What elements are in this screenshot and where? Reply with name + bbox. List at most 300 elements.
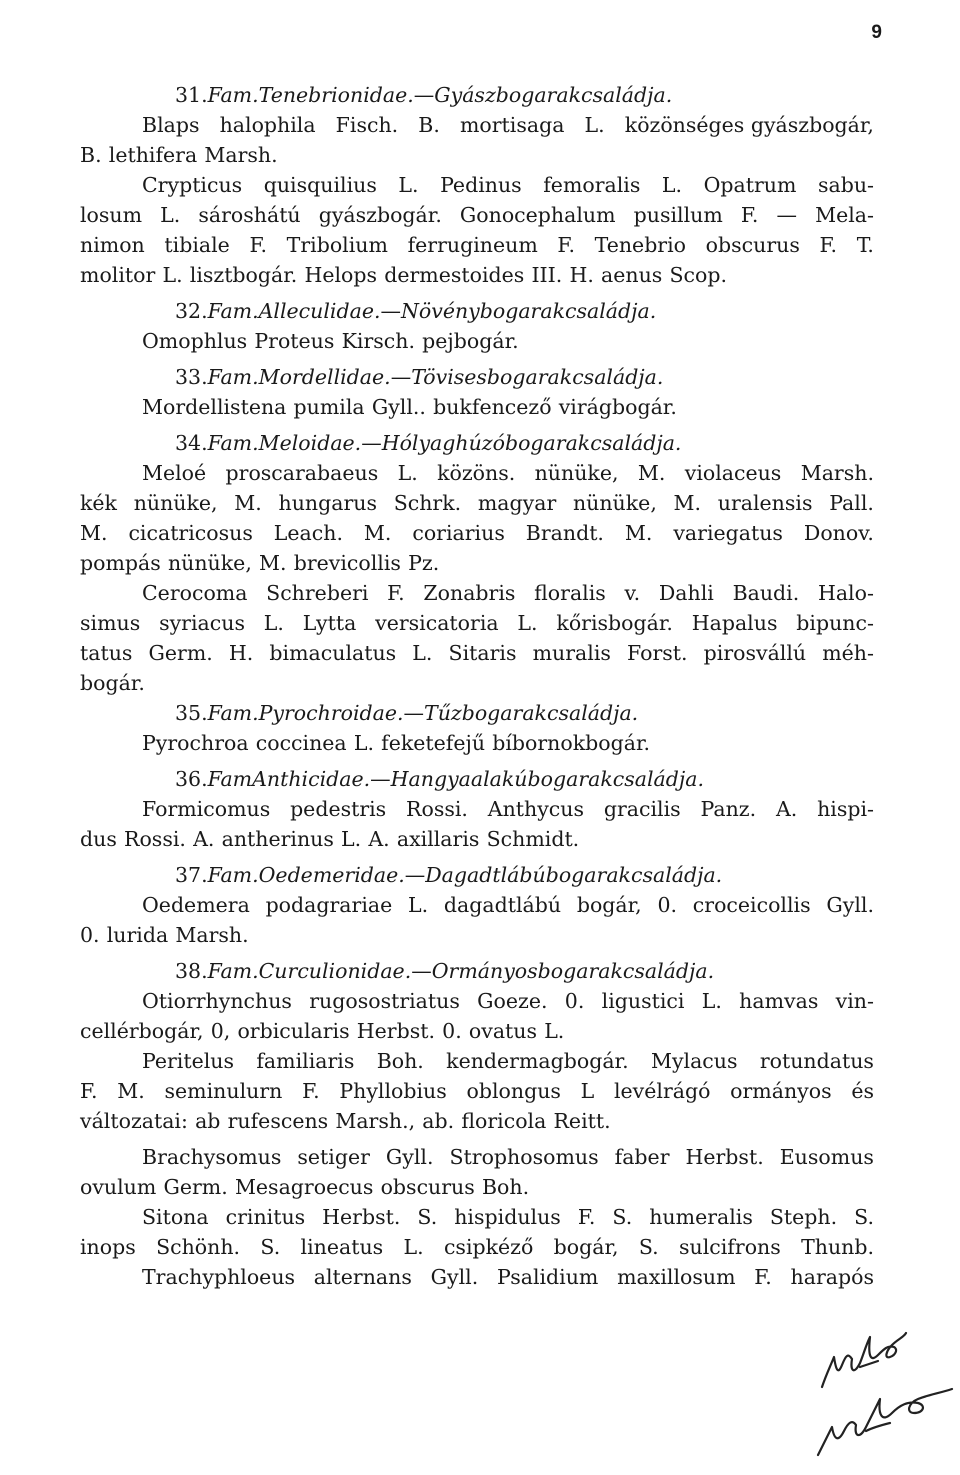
word: dermestoides: [384, 263, 525, 287]
text-line: [80, 1142, 874, 1172]
word: Gyll.: [430, 1265, 479, 1289]
word: F.: [819, 233, 838, 257]
text-line: [80, 260, 874, 290]
word: Mesagroecus: [234, 1175, 374, 1199]
word: Donov.: [803, 521, 874, 545]
word: Formicomus: [142, 797, 271, 821]
word: oblongus: [466, 1079, 561, 1103]
word: Steph.: [769, 1205, 838, 1229]
italic-word: családja.: [546, 701, 639, 725]
word: Zonabris: [423, 581, 516, 605]
italic-word: Mordellidae.: [258, 365, 391, 389]
family-heading-line: [80, 698, 874, 728]
text-line: [80, 548, 874, 578]
word: Psalidium: [496, 1265, 599, 1289]
word: 0.: [657, 893, 678, 917]
italic-word: családja.: [581, 83, 673, 107]
italic-word: Tenebrionidae.: [258, 83, 414, 107]
word: Meloé: [142, 461, 207, 485]
word: L.: [398, 173, 419, 197]
word: L.: [403, 1235, 424, 1259]
word: H.: [569, 263, 594, 287]
word: Boh.: [481, 1175, 530, 1199]
italic-word: Anthicidae.: [252, 767, 371, 791]
word: —: [404, 863, 426, 887]
word: kendermagbogár.: [446, 1049, 629, 1073]
italic-word: Növénybogarak: [400, 299, 565, 323]
word: Tenebrio: [594, 233, 687, 257]
word: pumila: [293, 395, 365, 419]
word: lineatus: [300, 1235, 384, 1259]
italic-word: Hangyaalakúbogarak: [390, 767, 613, 791]
word: faber: [614, 1145, 670, 1169]
word: Pedinus: [440, 173, 522, 197]
family-heading-line: [80, 428, 874, 458]
word: Rossi.: [406, 797, 468, 821]
text-line: [80, 392, 874, 422]
word: Rossi.: [124, 827, 186, 851]
text-line: [80, 1262, 874, 1292]
word: T.: [856, 233, 874, 257]
word: H.: [228, 641, 254, 665]
word: Herbst.: [322, 1205, 401, 1229]
word: Halo-: [817, 581, 874, 605]
word: Schreberi: [266, 581, 369, 605]
word: gracilis: [603, 797, 681, 821]
word: F.: [577, 1205, 596, 1229]
word: nünüke,: [133, 491, 218, 515]
word: F.: [80, 1079, 98, 1103]
word: Fisch.: [335, 113, 399, 137]
word: cicatricosus: [128, 521, 253, 545]
text-line: [80, 668, 874, 698]
italic-word: családja.: [612, 767, 704, 791]
word: B.: [80, 143, 102, 167]
word: virágbogár.: [558, 395, 677, 419]
family-heading-line: [80, 362, 874, 392]
word: L.: [517, 611, 538, 635]
word: Pall.: [829, 491, 874, 515]
word: —: [390, 365, 412, 389]
word: aenus: [601, 263, 663, 287]
word: M.: [363, 521, 392, 545]
word: Germ.: [148, 641, 213, 665]
word: B.: [418, 113, 440, 137]
word: 34.: [175, 431, 208, 455]
word: F.: [557, 233, 575, 257]
word: crinitus: [225, 1205, 306, 1229]
italic-word: Alleculidae.: [258, 299, 381, 323]
italic-word: Tövisesbogarak: [411, 365, 573, 389]
word: simus: [80, 611, 141, 635]
word: M.: [234, 491, 262, 515]
word: bimaculatus: [269, 641, 397, 665]
word: hungarus: [278, 491, 377, 515]
word: Trachyphloeus: [142, 1265, 296, 1289]
word: tibiale: [164, 233, 230, 257]
word: Phyllobius: [339, 1079, 447, 1103]
text-line: [80, 794, 874, 824]
text-line: [80, 608, 874, 638]
word: F.: [387, 581, 405, 605]
family-heading-line: [80, 296, 874, 326]
word: F.: [740, 203, 759, 227]
word: Panz.: [700, 797, 757, 821]
word: halophila: [219, 113, 316, 137]
text-line: [80, 458, 874, 488]
word: coccinea: [255, 731, 347, 755]
text-line: [80, 326, 874, 356]
word: hispidulus: [454, 1205, 561, 1229]
text-line: [80, 1232, 874, 1262]
word: F.: [754, 1265, 772, 1289]
word: L.: [584, 113, 605, 137]
word: Scop.: [669, 263, 727, 287]
word: nünüke,: [572, 491, 657, 515]
word: humeralis: [649, 1205, 753, 1229]
word: kőrisbogár.: [556, 611, 673, 635]
text-line: [80, 824, 874, 854]
word: Eusomus: [779, 1145, 874, 1169]
word: feketefejű: [381, 731, 486, 755]
word: axillaris: [396, 827, 480, 851]
word: ab.: [422, 1109, 455, 1133]
word: változatai:: [80, 1109, 188, 1133]
word: Peritelus: [142, 1049, 235, 1073]
word: nünüke,: [534, 461, 619, 485]
word: Marsh.: [175, 923, 249, 947]
word: lisztbogár.: [189, 263, 298, 287]
text-line: [80, 1202, 874, 1232]
word: dagadtlábú: [443, 893, 562, 917]
family-heading-line: [80, 860, 874, 890]
word: A.: [775, 797, 798, 821]
word: Anthycus: [487, 797, 584, 821]
word: Gyll.: [826, 893, 874, 917]
text-line: [80, 890, 874, 920]
word: —: [370, 767, 391, 791]
word: lurida: [106, 923, 169, 947]
word: magyar: [477, 491, 557, 515]
word: brevicollis: [293, 551, 401, 575]
word: gyászbogár.: [318, 203, 442, 227]
word: rufescens: [227, 1109, 329, 1133]
italic-word: családja.: [622, 959, 715, 983]
word: Gyll.: [385, 1145, 434, 1169]
word: 35.: [175, 701, 208, 725]
word: közöns.: [437, 461, 516, 485]
word: —: [411, 959, 432, 983]
word: —: [776, 203, 798, 227]
word: obscurus: [705, 233, 800, 257]
word: sulcifrons: [678, 1235, 781, 1259]
word: 0,: [210, 1019, 231, 1043]
word: Proteus: [254, 329, 335, 353]
text-line: [80, 1016, 874, 1046]
word: Baudi.: [732, 581, 800, 605]
word: Leach.: [273, 521, 343, 545]
word: pompás: [80, 551, 161, 575]
text-line: [80, 578, 874, 608]
word: Otiorrhynchus: [142, 989, 292, 1013]
italic-word: családja.: [630, 863, 723, 887]
word: variegatus: [673, 521, 783, 545]
word: dus: [80, 827, 117, 851]
word: Brachysomus: [142, 1145, 282, 1169]
word: III.: [531, 263, 563, 287]
text-line: [80, 1076, 874, 1106]
word: Herbst.: [685, 1145, 764, 1169]
word: Mordellistena: [142, 395, 287, 419]
word: Helops: [304, 263, 378, 287]
word: 36.: [175, 767, 208, 791]
word: femoralis: [543, 173, 641, 197]
word: Sitona: [142, 1205, 209, 1229]
word: M.: [117, 1079, 145, 1103]
word: Hapalus: [691, 611, 778, 635]
word: L.: [397, 461, 418, 485]
word: L.: [544, 1019, 565, 1043]
word: L.: [701, 989, 722, 1013]
italic-word: Pyrochroidae.: [258, 701, 404, 725]
word: molitor: [80, 263, 156, 287]
page-number: 9: [871, 22, 882, 43]
word: 33.: [175, 365, 208, 389]
word: mortisaga: [459, 113, 565, 137]
word: obscurus: [380, 1175, 475, 1199]
text-line: [80, 1046, 874, 1076]
word: Gyll..: [371, 395, 426, 419]
italic-word: Fam.: [207, 863, 259, 887]
text-line: [80, 638, 874, 668]
word: bogár,: [576, 893, 642, 917]
word: Cerocoma: [142, 581, 248, 605]
word: Marsh.: [800, 461, 874, 485]
word: Boh.: [376, 1049, 424, 1073]
word: lethifera: [108, 143, 198, 167]
word: floricola: [461, 1109, 547, 1133]
word: ferrugineum: [407, 233, 538, 257]
word: sabu-: [817, 173, 874, 197]
word: F.: [302, 1079, 320, 1103]
text-line: [80, 488, 874, 518]
word: rugosostriatus: [309, 989, 460, 1013]
word: 0.: [80, 923, 100, 947]
word: S.: [612, 1205, 633, 1229]
italic-word: Hólyaghúzóbogarak: [381, 431, 591, 455]
word: ovatus: [468, 1019, 538, 1043]
word: hispi-: [817, 797, 874, 821]
word: Tribolium: [286, 233, 388, 257]
word: Strophosomus: [449, 1145, 599, 1169]
word: S.: [854, 1205, 874, 1229]
word: L: [580, 1079, 595, 1103]
word: Blaps: [142, 113, 200, 137]
text-line: [80, 986, 874, 1016]
word: alternans: [313, 1265, 412, 1289]
word: 31.: [175, 83, 208, 107]
word: 0.: [442, 1019, 462, 1043]
word: pejbogár.: [422, 329, 519, 353]
word: maxillosum: [617, 1265, 736, 1289]
family-heading-line: [80, 80, 874, 110]
word: antherinus: [221, 827, 334, 851]
italic-word: Gyászbogarak: [434, 83, 582, 107]
word: Mylacus: [650, 1049, 738, 1073]
italic-word: Meloidae.: [258, 431, 362, 455]
family-heading-line: [80, 764, 874, 794]
italic-word: Tűzbogarak: [424, 701, 547, 725]
word: Dahli: [658, 581, 714, 605]
word: Marsh.: [204, 143, 278, 167]
word: Herbst.: [356, 1019, 435, 1043]
word: Schrk.: [393, 491, 462, 515]
word: M.: [80, 521, 108, 545]
word: L.: [341, 827, 362, 851]
word: Forst.: [627, 641, 688, 665]
word: Kirsch.: [341, 329, 415, 353]
word: 38.: [175, 959, 208, 983]
word: L.: [408, 893, 429, 917]
word: Pz.: [408, 551, 440, 575]
word: Schönh.: [156, 1235, 241, 1259]
document-body: [80, 80, 874, 1292]
text-line: [80, 140, 874, 170]
word: hamvas: [739, 989, 819, 1013]
word: Omophlus: [142, 329, 248, 353]
italic-word: családja.: [572, 365, 664, 389]
word: coriarius: [412, 521, 505, 545]
word: harapós: [790, 1265, 874, 1289]
text-line: [80, 1106, 874, 1136]
word: M.: [259, 551, 287, 575]
word: A.: [193, 827, 215, 851]
word: bíbornokbogár.: [492, 731, 651, 755]
word: Lytta: [302, 611, 357, 635]
word: orbicularis: [237, 1019, 350, 1043]
word: —: [403, 701, 425, 725]
word: vin-: [835, 989, 874, 1013]
word: —: [413, 83, 435, 107]
text-line: [80, 920, 874, 950]
word: ormányos: [730, 1079, 832, 1103]
word: M.: [673, 491, 702, 515]
word: Mela-: [815, 203, 874, 227]
word: L.: [160, 203, 181, 227]
word: 32.: [175, 299, 208, 323]
word: Marsh.,: [335, 1109, 416, 1133]
word: podagrariae: [265, 893, 393, 917]
word: uralensis: [717, 491, 813, 515]
word: A.: [368, 827, 390, 851]
word: familiaris: [256, 1049, 355, 1073]
word: ligustici: [601, 989, 685, 1013]
word: Brandt.: [525, 521, 604, 545]
word: rotundatus: [759, 1049, 874, 1073]
text-line: [80, 1172, 874, 1202]
word: v.: [624, 581, 641, 605]
word: pedestris: [290, 797, 387, 821]
text-line: [80, 728, 874, 758]
word: syriacus: [159, 611, 245, 635]
word: bipunc-: [796, 611, 874, 635]
italic-word: családja.: [565, 299, 657, 323]
word: muralis: [532, 641, 611, 665]
word: Thunb.: [801, 1235, 874, 1259]
word: Germ.: [163, 1175, 228, 1199]
word: L.: [353, 731, 374, 755]
word: floralis: [534, 581, 606, 605]
italic-word: Fam.: [207, 365, 259, 389]
word: és: [851, 1079, 874, 1103]
word: L.: [263, 611, 284, 635]
word: cellérbogár,: [80, 1019, 204, 1043]
word: Sitaris: [448, 641, 517, 665]
word: Schmidt.: [486, 827, 580, 851]
word: quisquilius: [263, 173, 377, 197]
word: M.: [637, 461, 666, 485]
italic-word: Fam.: [207, 83, 259, 107]
word: Goeze.: [477, 989, 548, 1013]
word: pusillum: [633, 203, 723, 227]
word: Gonocephalum: [459, 203, 616, 227]
word: sároshátú: [198, 203, 301, 227]
italic-word: Oedemeridae.: [258, 863, 405, 887]
italic-word: Fam.: [207, 431, 259, 455]
italic-word: Fam.: [207, 299, 259, 323]
word: inops: [80, 1235, 136, 1259]
word: csipkéző: [443, 1235, 534, 1259]
word: versicatoria: [375, 611, 499, 635]
word: Pyrochroa: [142, 731, 249, 755]
word: nünüke,: [167, 551, 252, 575]
word: 0.: [564, 989, 585, 1013]
word: bogár.: [80, 671, 145, 695]
word: Opatrum: [703, 173, 797, 197]
italic-word: Fam.: [207, 959, 259, 983]
word: S.: [260, 1235, 281, 1259]
word: tatus: [80, 641, 133, 665]
text-line: [80, 200, 874, 230]
text-line: [80, 518, 874, 548]
word: L.: [661, 173, 683, 197]
word: bogár,: [553, 1235, 619, 1259]
word: F.: [249, 233, 268, 257]
word: setiger: [297, 1145, 370, 1169]
word: L.: [162, 263, 183, 287]
word: ab: [195, 1109, 221, 1133]
italic-word: Dagadtlábúbogarak: [425, 863, 631, 887]
text-line: [80, 230, 874, 260]
word: kék: [80, 491, 117, 515]
word: pirosvállú: [703, 641, 807, 665]
word: levélrágó: [613, 1079, 711, 1103]
word: nimon: [80, 233, 145, 257]
italic-word: Fam.: [207, 701, 259, 725]
word: S.: [638, 1235, 659, 1259]
word: Oedemera: [142, 893, 250, 917]
word: —: [361, 431, 382, 455]
family-heading-line: [80, 956, 874, 986]
word: közönséges gyászbogár,: [624, 113, 874, 137]
italic-word: Curculionidae.: [258, 959, 412, 983]
word: proscarabaeus: [225, 461, 379, 485]
handwritten-signature: [800, 1315, 960, 1465]
word: M.: [624, 521, 653, 545]
word: losum: [80, 203, 143, 227]
word: 37.: [175, 863, 208, 887]
italic-word: Ormányosbogarak: [431, 959, 623, 983]
